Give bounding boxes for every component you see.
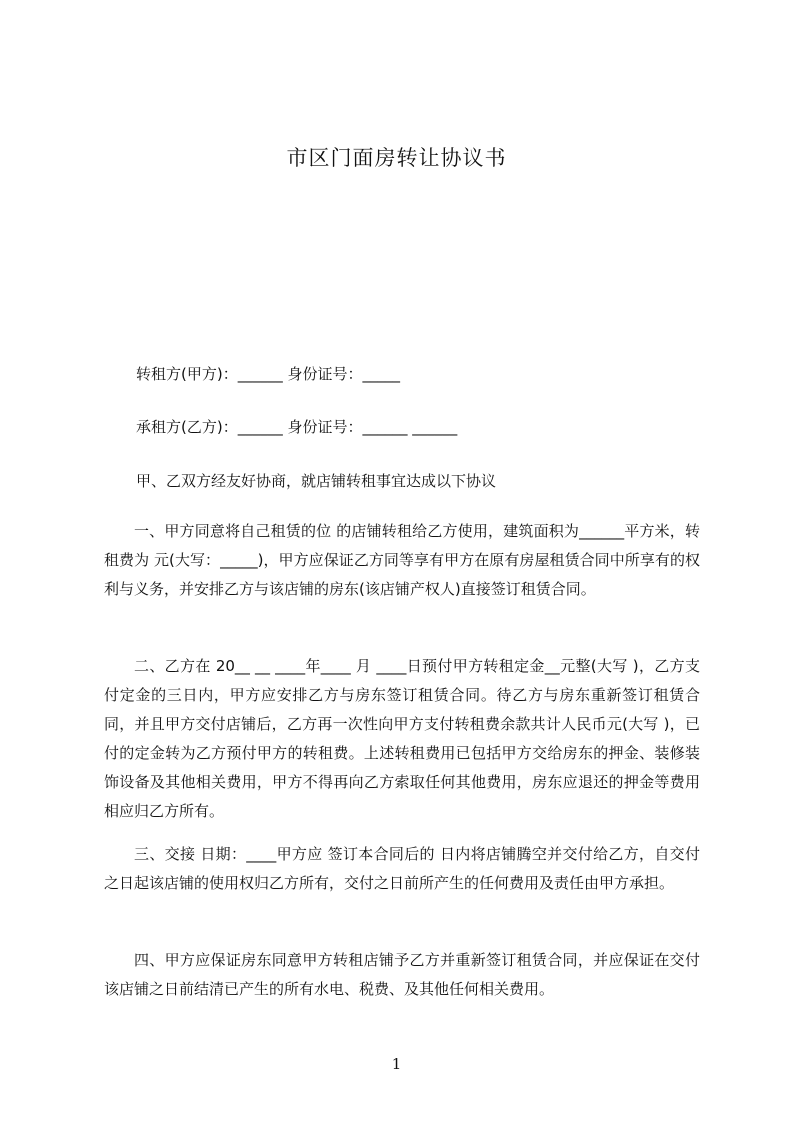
party-a-line: 转租方(甲方)：______ 身份证号：_____ (136, 365, 400, 383)
clause-3: 三、交接 日期：____甲方应 签订本合同后的 日内将店铺腾空并交付给乙方，自交付之日起该店铺的使用权归乙方所有，交付之日前所产生的任何费用及责任由甲方承担。 (104, 845, 700, 892)
page-number: 1 (391, 1055, 402, 1073)
party-b-line: 承租方(乙方)：______ 身份证号：______ ______ (136, 418, 458, 436)
intro-line: 甲、乙双方经友好协商，就店铺转租事宜达成以下协议 (136, 472, 497, 490)
document-title: 市区门面房转让协议书 (286, 146, 507, 170)
clause-4: 四、甲方应保证房东同意甲方转租店铺予乙方并重新签订租赁合同，并应保证在交付该店铺之日前结清已产生的所有水电、税费、及其他任何相关费用。 (104, 951, 700, 998)
clause-1: 一、甲方同意将自己租赁的位 的店铺转租给乙方使用，建筑面积为______平方米，转租费为 元(大写：_____)，甲方应保证乙方同等享有甲方在原有房屋租赁合同中所享有的权利与义务，并安排乙方与该店铺的房东(该店铺产权人)直接签订租赁合同。 (104, 522, 700, 598)
clause-2: 二、乙方在 20__ __ ____年____ 月 ____日预付甲方转租定金__元整(大写 )，乙方支付定金的三日内，甲方应安排乙方与房东签订租赁合同。待乙方与房东重新签订租赁合同，并且甲方交付店铺后，乙方再一次性向甲方支付转租费余款共计人民币元(大写 )，已付的定金转为乙方预付甲方的转租费。上述转租费用已包括甲方交给房东的押金、装修装饰设备及其他相关费用，甲方不得再向乙方索取任何其他费用，房东应退还的押金等费用相应归乙方所有。 (104, 657, 700, 820)
